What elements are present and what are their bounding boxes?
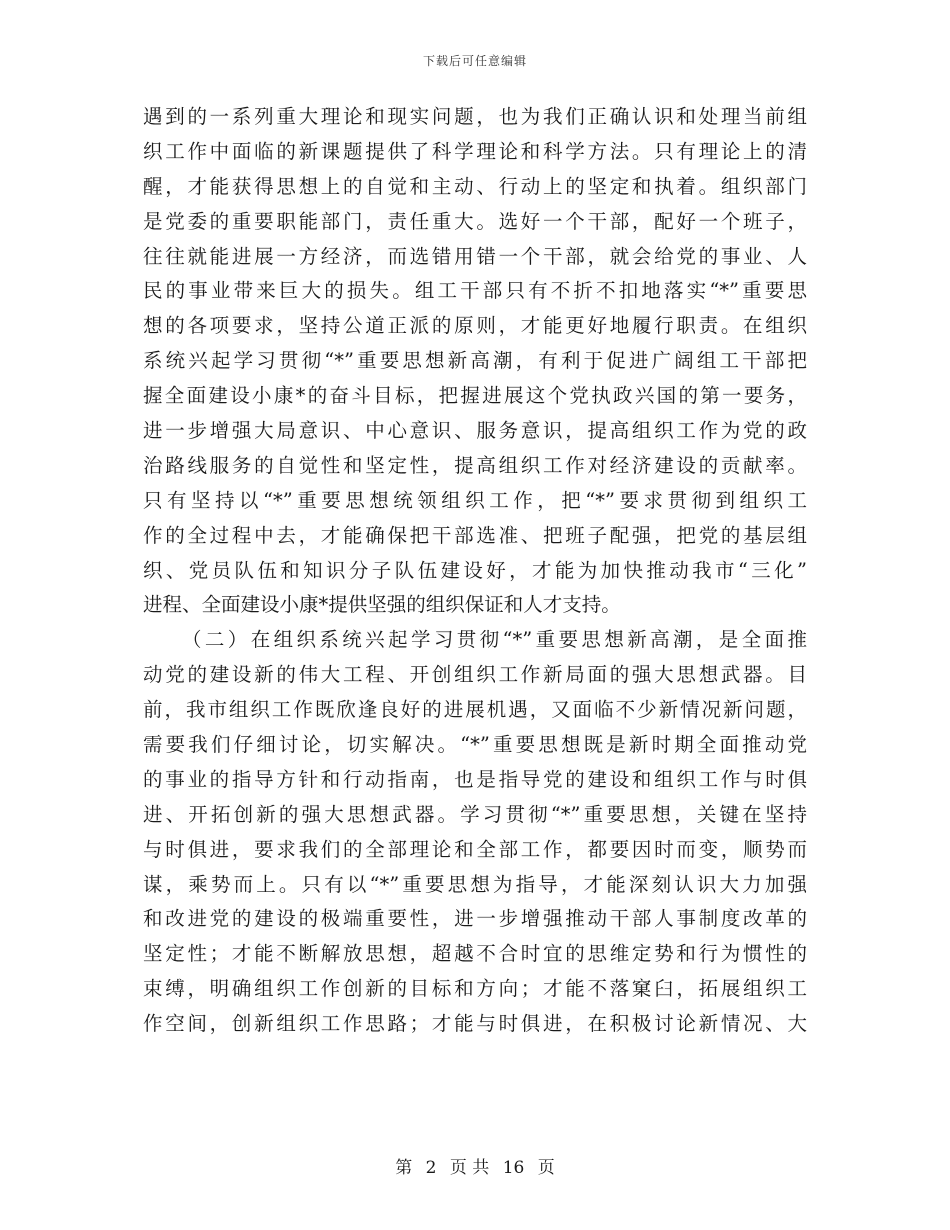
text-line: 进、开拓创新的强大思想武器。学习贯彻“*”重要思想，关键在坚持 — [143, 802, 807, 826]
text-line: 往往就能进展一方经济，而选错用错一个干部，就会给党的事业、人 — [143, 244, 807, 268]
text-line: 和改进党的建设的极端重要性，进一步增强推动干部人事制度改革的 — [143, 907, 807, 931]
text-line: 织、党员队伍和知识分子队伍建设好，才能为加快推动我市“三化” — [143, 558, 807, 582]
text-line: 谋，乘势而上。只有以“*”重要思想为指导，才能深刻认识大力加强 — [143, 872, 807, 896]
text-line: 民的事业带来巨大的损失。组工干部只有不折不扣地落实“*”重要思 — [143, 279, 807, 303]
text-line: 想的各项要求，坚持公道正派的原则，才能更好地履行职责。在组织 — [143, 314, 807, 338]
text-line: 动党的建设新的伟大工程、开创组织工作新局面的强大思想武器。目 — [143, 663, 807, 687]
footer-total-pages: 16 — [502, 1158, 525, 1178]
text-line: 是党委的重要职能部门，责任重大。选好一个干部，配好一个班子， — [143, 209, 807, 233]
text-line: 治路线服务的自觉性和坚定性，提高组织工作对经济建设的贡献率。 — [143, 453, 807, 477]
text-line: 作空间，创新组织工作思路；才能与时俱进，在积极讨论新情况、大 — [143, 1012, 807, 1036]
text-line: 握全面建设小康*的奋斗目标，把握进展这个党执政兴国的第一要务， — [143, 384, 807, 408]
text-line: 醒，才能获得思想上的自觉和主动、行动上的坚定和执着。组织部门 — [143, 174, 807, 198]
text-line: 遇到的一系列重大理论和现实问题，也为我们正确认识和处理当前组 — [143, 105, 807, 128]
text-line: 只有坚持以“*”重要思想统领组织工作，把“*”要求贯彻到组织工 — [143, 488, 807, 512]
text-line: 坚定性；才能不断解放思想，超越不合时宜的思维定势和行为惯性的 — [143, 942, 807, 966]
document-body — [143, 100, 807, 1042]
footer-middle: 页 共 — [449, 1158, 490, 1178]
text-line: 作的全过程中去，才能确保把干部选准、把班子配强，把党的基层组 — [143, 523, 807, 547]
text-line: 进程、全面建设小康*提供坚强的组织保证和人才支持。 — [143, 593, 621, 617]
text-line: 的事业的指导方针和行动指南，也是指导党的建设和组织工作与时俱 — [143, 767, 807, 791]
text-line: 与时俱进，要求我们的全部理论和全部工作，都要因时而变，顺势而 — [143, 837, 807, 861]
page-header: 下载后可任意编辑 — [422, 54, 527, 68]
text-line: 束缚，明确组织工作创新的目标和方向；才能不落窠臼，拓展组织工 — [143, 977, 807, 1001]
text-line: 织工作中面临的新课题提供了科学理论和科学方法。只有理论上的清 — [143, 139, 807, 163]
text-line: 前，我市组织工作既欣逢良好的进展机遇，又面临不少新情况新问题， — [143, 698, 807, 722]
footer-suffix: 页 — [537, 1158, 555, 1178]
text-line: 进一步增强大局意识、中心意识、服务意识，提高组织工作为党的政 — [143, 419, 807, 443]
text-line: （二）在组织系统兴起学习贯彻“*”重要思想新高潮，是全面推 — [182, 628, 807, 652]
text-line: 系统兴起学习贯彻“*”重要思想新高潮，有利于促进广阔组工干部把 — [143, 349, 807, 373]
page-footer — [0, 1153, 950, 1178]
footer-prefix: 第 — [395, 1158, 413, 1178]
text-line: 需要我们仔细讨论，切实解决。“*”重要思想既是新时期全面推动党 — [143, 733, 807, 757]
footer-page-number: 2 — [425, 1158, 437, 1178]
